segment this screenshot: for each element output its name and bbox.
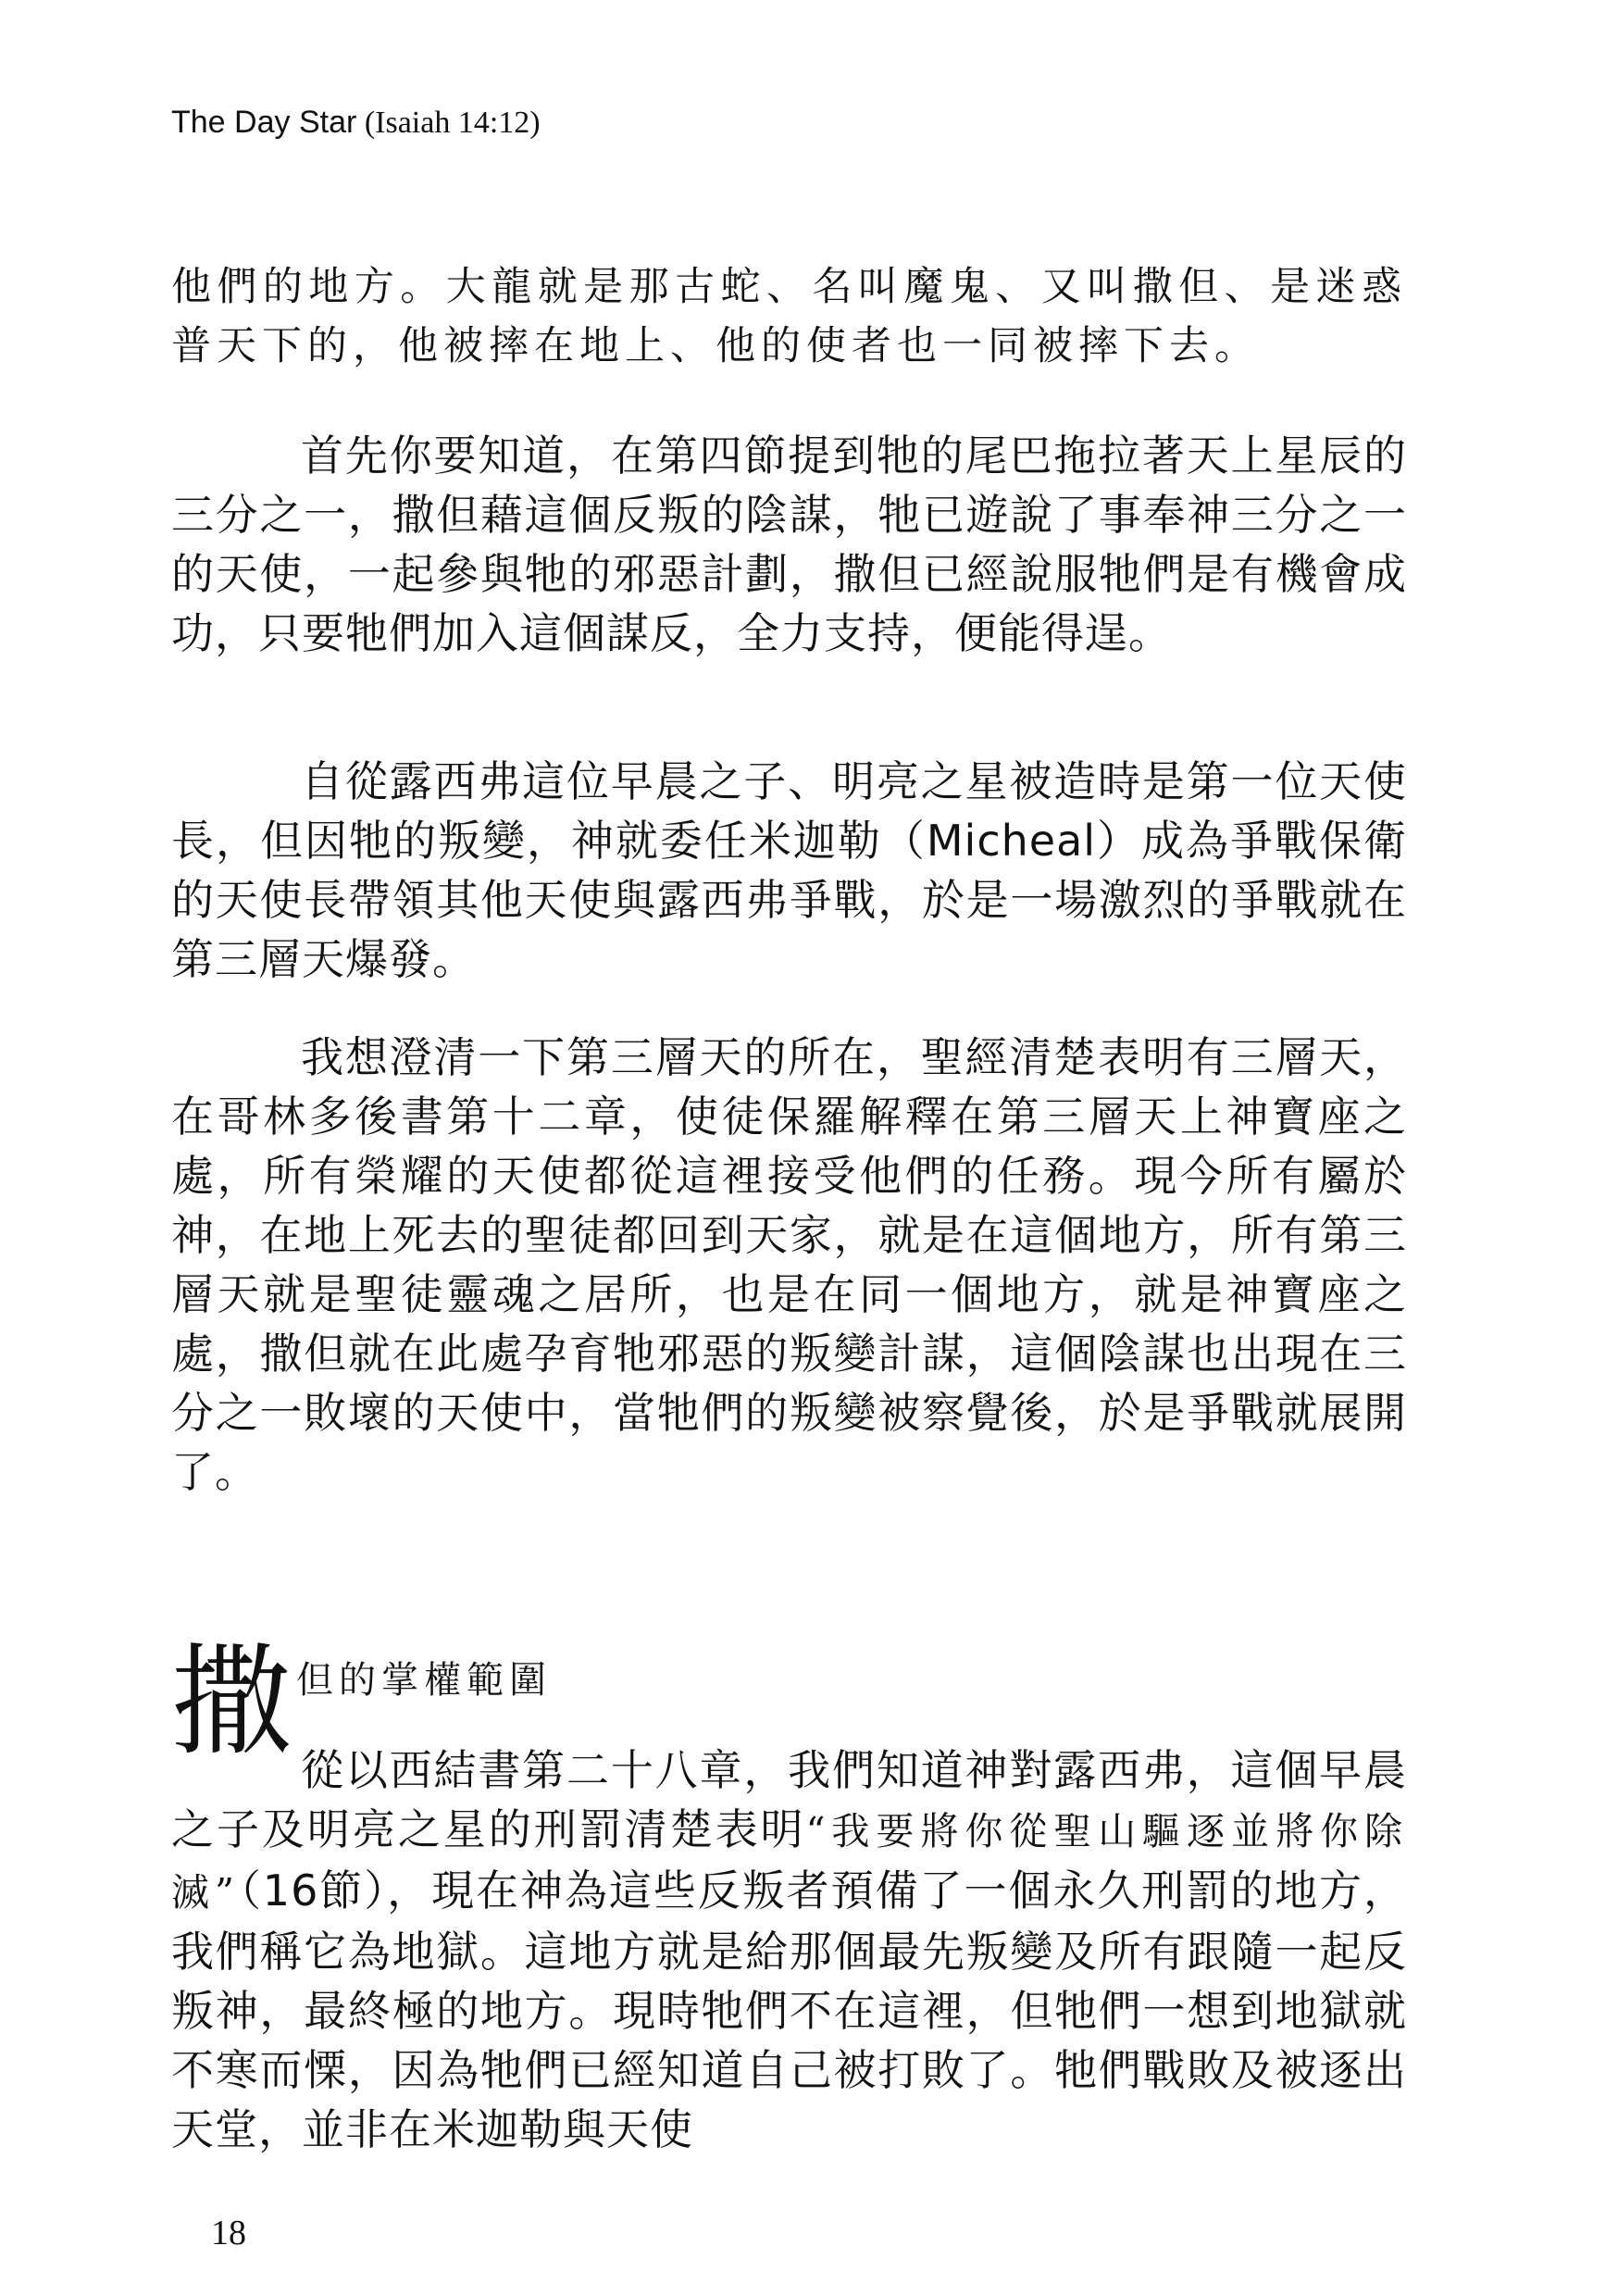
section-heading-text: 但的掌權範圍 bbox=[296, 1659, 552, 1702]
running-header bbox=[171, 104, 541, 142]
body-paragraph-4 bbox=[171, 1741, 1407, 2159]
paragraph-4-text-start: 從以西結書第二十八章，我們知道神對露西弗，這個早晨之子及明亮之星的刑罰清楚表明 bbox=[171, 1745, 1407, 1854]
body-paragraph-1: 首先你要知道，在第四節提到牠的尾巴拖拉著天上星辰的三分之一，撒但藉這個反叛的陰謀，牠已遊說了事奉神三分之一的天使，一起參與牠的邪惡計劃，撒但已經說服牠們是有機會成功，只要牠們加入這個謀反，全力支持，便能得逞。 bbox=[171, 430, 1407, 658]
paragraph-4-text-end: （16節），現在神為這些反叛者預備了一個永久刑罰的地方，我們稱它為地獄。這地方就是給那個最先叛變及所有跟隨一起反叛神，最終極的地方。現時牠們不在這裡，但牠們一想到地獄就不寒而慄，因為牠們已經知道自己被打敗了。牠們戰敗及被逐出天堂，並非在米迦勒與天使 bbox=[171, 1866, 1407, 2154]
body-paragraph-2: 自從露西弗這位早晨之子、明亮之星被造時是第一位天使長，但因牠的叛變，神就委任米迦勒（Micheal）成為爭戰保衛的天使長帶領其他天使與露西弗爭戰，於是一場激烈的爭戰就在第三層天爆發。 bbox=[171, 756, 1407, 984]
body-paragraph-3: 我想澄清一下第三層天的所在，聖經清楚表明有三層天，在哥林多後書第十二章，使徒保羅解釋在第三層天上神寶座之處，所有榮耀的天使都從這裡接受他們的任務。現今所有屬於神，在地上死去的聖徒都回到天家，就是在這個地方，所有第三層天就是聖徒靈魂之居所，也是在同一個地方，就是神寶座之處，撒但就在此處孕育牠邪惡的叛變計謀，這個陰謀也出現在三分之一敗壞的天使中，當牠們的叛變被察覺後，於是爭戰就展開了。 bbox=[171, 1032, 1407, 1497]
header-scripture-reference: (Isaiah 14:12) bbox=[364, 106, 541, 140]
header-title: The Day Star bbox=[171, 105, 357, 140]
paragraph-4-quote: “我要將你從聖山驅逐並將你除滅” bbox=[171, 1809, 1407, 1915]
drop-cap: 撒 bbox=[171, 1631, 292, 1772]
page-number: 18 bbox=[211, 2214, 246, 2252]
scripture-quote-paragraph: 他們的地方。大龍就是那古蛇、名叫魔鬼、又叫撒但、是迷惑普天下的，他被摔在地上、他的使者也一同被摔下去。 bbox=[171, 264, 1407, 369]
